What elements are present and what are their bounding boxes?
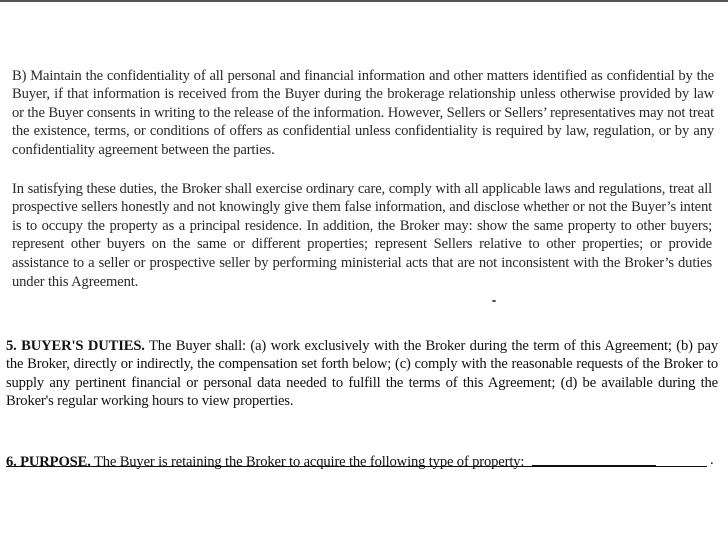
section-6-end-period: . bbox=[710, 452, 714, 468]
property-type-blank-line bbox=[532, 451, 656, 466]
section-6-paragraph bbox=[6, 451, 718, 472]
broker-duties-paragraph: In satisfying these duties, the Broker shall exercise ordinary care, comply with all applicable laws and regulations, treat all prospective sellers honestly and not knowingly give them false information, and disclose whether or not the Buyer’s intent is to occupy the property as a principal residence. In addition, the Broker may: show the same property to other buyers; represent other buyers on the same or different properties; represent Sellers relative to other properties; or provide assistance to a seller or prospective seller by performing ministerial acts that are not inconsistent with the Broker’s duties under this Agreement. bbox=[12, 180, 712, 290]
top-border bbox=[0, 0, 728, 2]
scan-artifact-mark bbox=[492, 300, 496, 302]
section-6-heading: 6. PURPOSE. bbox=[6, 453, 91, 470]
property-type-continuation-line bbox=[6, 466, 707, 467]
section-5-heading: 5. BUYER'S DUTIES. bbox=[6, 337, 145, 354]
section-5-text: The Buyer shall: (a) work exclusively with the Broker during the term of this Agreement; (b) pay the Broker, directly or indirectly, the compensation set forth below; (c) comply with the reasonable requests of the Broker to supply any pertinent financial or personal data needed to fulfill the terms of this Agreement; (d) be available during the Broker's regular working hours to view properties. bbox=[6, 337, 718, 410]
section-5-paragraph bbox=[6, 337, 718, 411]
section-6-text: The Buyer is retaining the Broker to acquire the following type of property: bbox=[93, 453, 525, 470]
section-b-paragraph: B) Maintain the confidentiality of all personal and financial information and other matters identified as confidential by the Buyer, if that information is received from the Buyer during the brokerage relationship unless otherwise provided by law or the Buyer consents in writing to the release of the information. However, Sellers or Sellers’ representatives may not treat the existence, terms, or conditions of offers as confidential unless confidentiality is required by law, regulation, or by any confidentiality agreement between the parties. bbox=[12, 67, 714, 158]
